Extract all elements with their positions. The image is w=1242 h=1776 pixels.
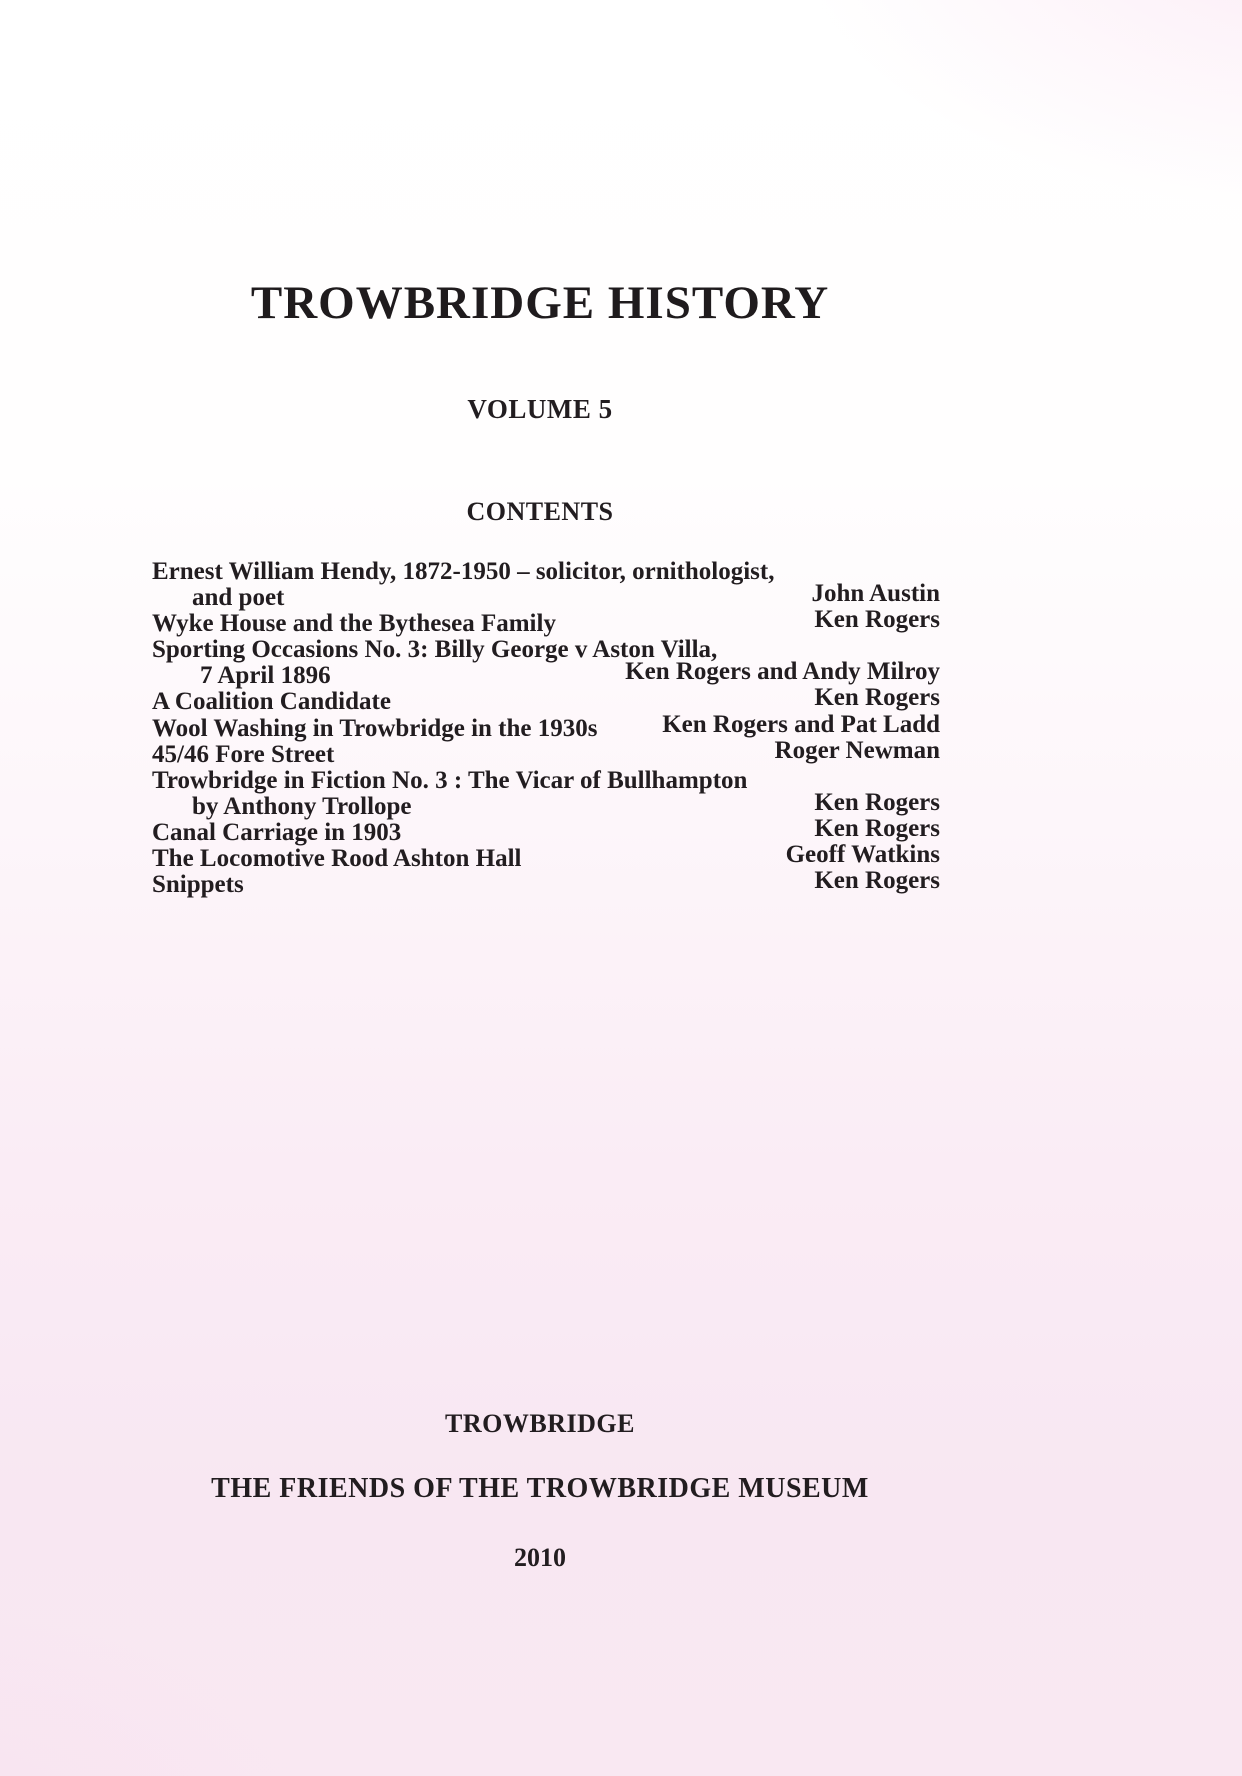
imprint-place: TROWBRIDGE: [445, 1409, 635, 1438]
toc-entry-title: and poet: [192, 584, 285, 612]
toc-entry-author: Roger Newman: [774, 736, 940, 764]
toc-entry-title: Ernest William Hendy, 1872-1950 – solicitor, ornithologist,: [152, 558, 775, 585]
toc-row: [152, 736, 940, 768]
table-of-contents: [152, 559, 940, 898]
toc-entry-author: John Austin: [811, 580, 940, 608]
toc-entry-author: Ken Rogers: [814, 684, 940, 712]
contents-heading: CONTENTS: [466, 497, 614, 526]
toc-entry-author: Ken Rogers: [814, 606, 940, 634]
toc-entry-title: Wool Washing in Trowbridge in the 1930s: [152, 714, 598, 742]
page-title: TROWBRIDGE HISTORY: [250, 277, 830, 329]
toc-entry-title: by Anthony Trollope: [192, 792, 412, 820]
volume-label: VOLUME 5: [467, 394, 613, 424]
toc-row: [152, 606, 940, 638]
toc-entry-title: Trowbridge in Fiction No. 3 : The Vicar of Bullhampton: [152, 766, 748, 794]
toc-entry-title: Wyke House and the Bythesea Family: [152, 610, 556, 638]
toc-entry-author: Ken Rogers: [814, 814, 940, 842]
toc-entry-author: Ken Rogers: [814, 867, 940, 895]
toc-entry-title: A Coalition Candidate: [152, 688, 391, 716]
toc-entry-title: Snippets: [152, 871, 244, 899]
imprint-year: 2010: [514, 1543, 566, 1572]
toc-entry-author: Ken Rogers: [814, 788, 940, 816]
toc-entry-title: The Locomotive Rood Ashton Hall: [152, 845, 522, 873]
toc-entry-title: Sporting Occasions No. 3: Billy George v Aston Villa,: [152, 636, 718, 664]
toc-entry-title: 45/46 Fore Street: [152, 740, 335, 768]
imprint-publisher: THE FRIENDS OF THE TROWBRIDGE MUSEUM: [211, 1473, 869, 1504]
toc-entry-title: Canal Carriage in 1903: [152, 818, 402, 846]
toc-row: [152, 867, 940, 899]
toc-entry-author: Ken Rogers and Andy Milroy: [625, 658, 940, 686]
toc-entry-author: Geoff Watkins: [785, 841, 940, 869]
toc-entry-title: 7 April 1896: [200, 662, 331, 690]
toc-entry-author: Ken Rogers and Pat Ladd: [662, 710, 940, 738]
